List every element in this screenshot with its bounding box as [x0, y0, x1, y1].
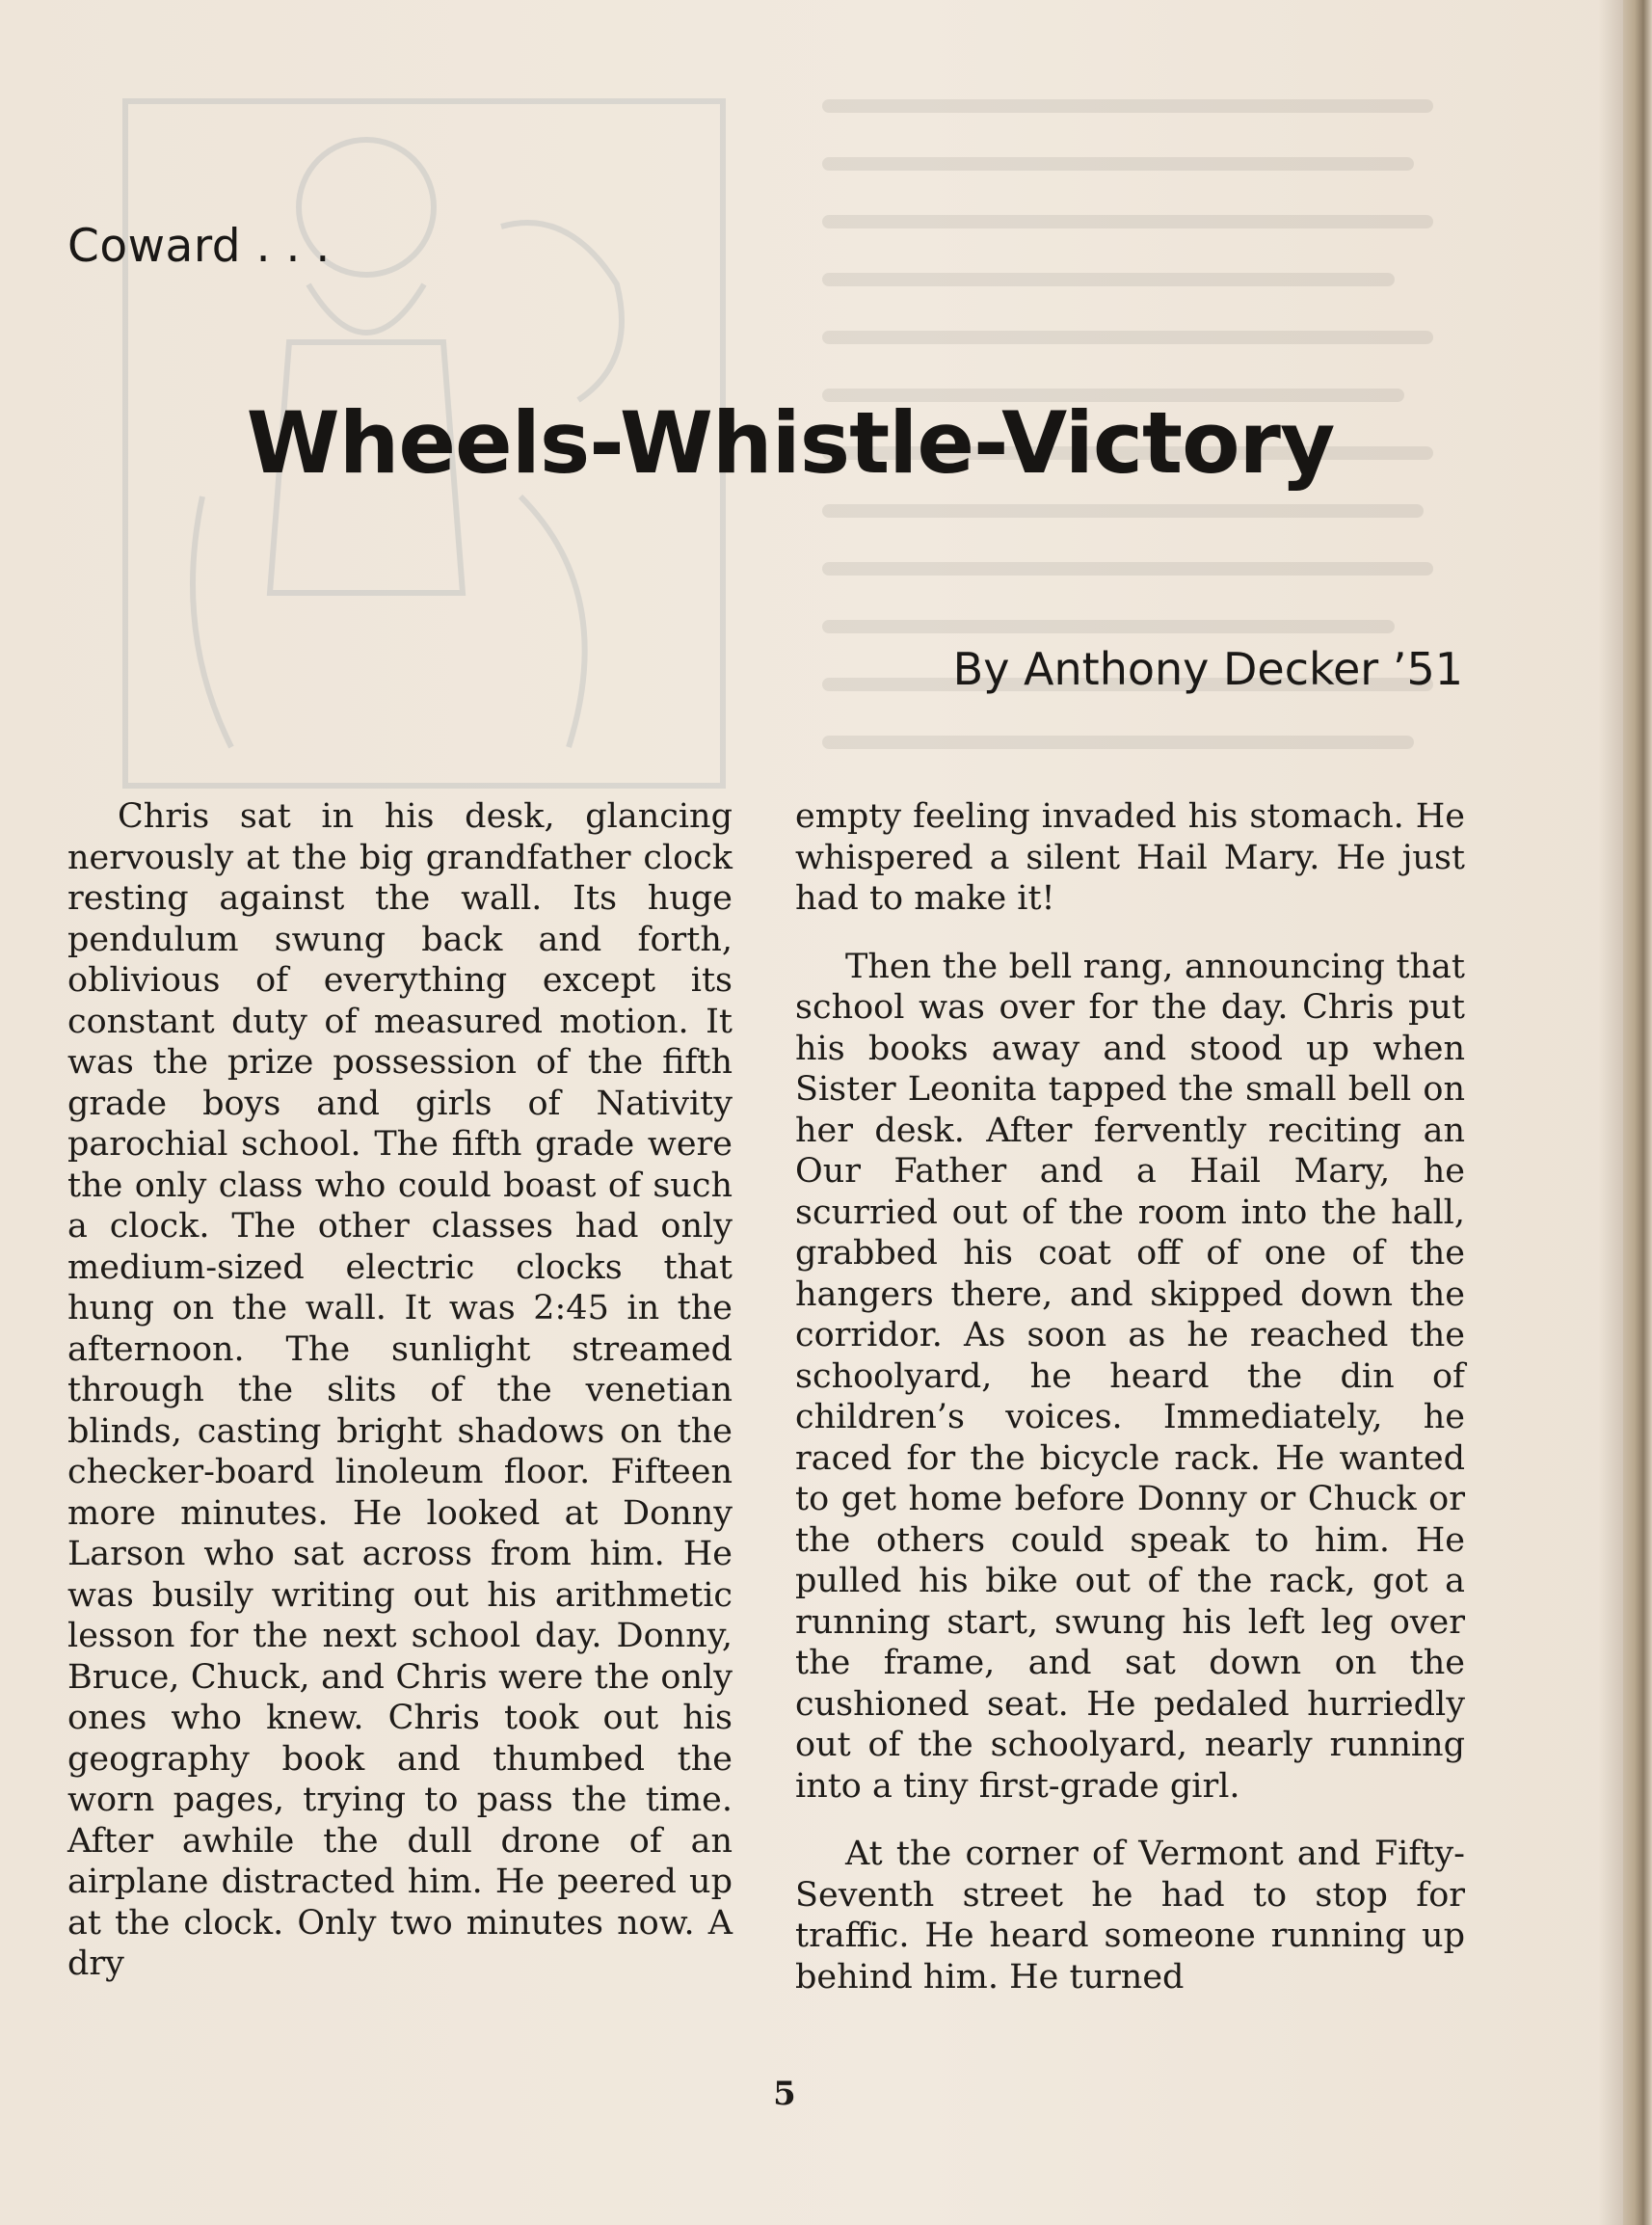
paragraph: Chris sat in his desk, glancing nervously at the big grandfather clock resting against the wall. Its huge pendulum swung back and forth, oblivious of everything except its constant duty of measured motion. It was the prize possession of the fifth grade boys and girls of Nativity parochial school. The fifth grade were the only class who could boast of such a clock. The other classes had only medium-sized electric clocks that hung on the wall. It was 2:45 in the afternoon. The sunlight streamed through the slits of the venetian blinds, casting bright shadows on the checker-board linoleum floor. Fifteen more minutes. He looked at Donny Larson who sat across from him. He was busily writing out his arithmetic lesson for the next school day. Donny, Bruce, Chuck, and Chris were the only ones who knew. Chris took out his geography book and thumbed the worn pages, trying to pass the time. After awhile the dull drone of an airplane distracted him. He peered up at the clock. Only two minutes now. A dry [67, 797, 733, 1983]
paragraph: empty feeling invaded his stomach. He whispered a silent Hail Mary. He just had to make it! [795, 797, 1465, 918]
book-binding-edge [1623, 0, 1652, 2225]
paragraph: At the corner of Vermont and Fifty-Seventh street he had to stop for traffic. He heard someone running up behind him. He turned [795, 1835, 1465, 1997]
article-kicker: Coward . . . [67, 220, 331, 273]
article-byline: By Anthony Decker ’51 [952, 643, 1463, 695]
paragraph: Then the bell rang, announcing that school was over for the day. Chris put his books away and stood up when Sister Leonita tapped the small bell on her desk. After fervently reciting an Our Father and a Hail Mary, he scurried out of the room into the hall, grabbed his coat off of one of the hangers there, and skipped down the corridor. As soon as he reached the schoolyard, he heard the din of children’s voices. Immediately, he raced for the bicycle rack. He wanted to get home before Donny or Chuck or the others could speak to him. He pulled his bike out of the rack, got a running start, swung his left leg over the frame, and sat down on the cushioned seat. He pedaled hurriedly out of the schoolyard, nearly running into a tiny first-grade girl. [795, 947, 1465, 1806]
article-title: Wheels-Whistle-Victory [246, 393, 1335, 493]
page-number: 5 [773, 2075, 796, 2113]
binding-shadow [1598, 0, 1623, 2225]
text-column-right [795, 796, 1465, 1997]
text-column-left [67, 796, 733, 1985]
